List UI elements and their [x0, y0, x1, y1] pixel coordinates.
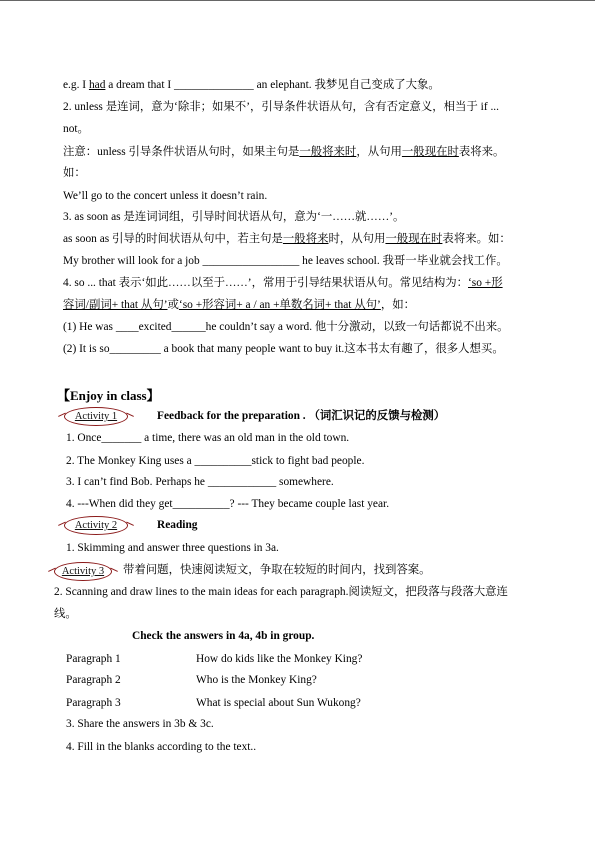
- activity-3-badge: Activity 3: [54, 562, 112, 581]
- activity-1-item-1: 1. Once_______ a time, there was an old man in the old town.: [66, 432, 350, 444]
- as-soon-as-definition: 3. as soon as 是连词词组，引导时间状语从句，意为‘一……就……’。: [63, 211, 405, 223]
- as-soon-as-note: as soon as 引导的时间状语从句中，若主句是一般将来时，从句用一般现在时表将来。如：: [63, 233, 511, 245]
- activity-1-badge: Activity 1: [64, 407, 128, 426]
- example-label: 如：: [63, 167, 86, 179]
- so-that-example-2: (2) It is so_________ a book that many people want to buy it.这本书太有趣了，很多人想买。: [63, 343, 504, 355]
- paragraph-1-idea: How do kids like the Monkey King?: [196, 653, 363, 665]
- paragraph-1-label: Paragraph 1: [66, 653, 121, 665]
- scanning-instruction: 2. Scanning and draw lines to the main ideas for each paragraph.阅读短文，把段落与段落大意连: [54, 586, 508, 598]
- activity-1-item-4: 4. ---When did they get__________? --- They became couple last year.: [66, 498, 390, 510]
- so-that-definition: 4. so ... that 表示‘如此……以至于……’，常用于引导结果状语从句。常见结构为：‘so +形: [63, 277, 503, 289]
- activity-1-item-2: 2. The Monkey King uses a __________stick to fight bad people.: [66, 455, 365, 467]
- paragraph-3-label: Paragraph 3: [66, 697, 121, 709]
- paragraph-2-idea: Who is the Monkey King?: [196, 674, 317, 686]
- activity-1-title: Feedback for the preparation . （词汇识记的反馈与检测）: [157, 410, 446, 422]
- check-answers: Check the answers in 4a, 4b in group.: [132, 630, 315, 642]
- header-rule: [0, 0, 595, 1]
- section-heading: 【Enjoy in class】: [57, 388, 160, 403]
- unless-definition: 2. unless 是连词，意为‘除非；如果不’，引导条件状语从句，含有否定意义，相当于 if ...: [63, 101, 499, 113]
- as-soon-as-example: My brother will look for a job _________________ he leaves school. 我哥一毕业就会找工作。: [63, 255, 508, 267]
- activity-1-item-3: 3. I can’t find Bob. Perhaps he ____________ somewhere.: [66, 476, 334, 488]
- example-line-had: e.g. I had a dream that I ______________ an elephant. 我梦见自己变成了大象。: [63, 79, 440, 91]
- activity-2-item-1: 1. Skimming and answer three questions in 3a.: [66, 542, 279, 554]
- scanning-instruction-cont: 线。: [54, 608, 77, 620]
- paragraph-3-idea: What is special about Sun Wukong?: [196, 697, 361, 709]
- unless-definition-cont: not。: [63, 123, 89, 135]
- share-answers: 3. Share the answers in 3b & 3c.: [66, 718, 214, 730]
- activity-2-badge: Activity 2: [64, 516, 128, 535]
- activity-3-instruction: 带着问题，快速阅读短文，争取在较短的时间内，找到答案。: [123, 564, 431, 576]
- paragraph-2-label: Paragraph 2: [66, 674, 121, 686]
- so-that-structure: 容词/副词+ that 从句’或‘so +形容词+ a / an +单数名词+ that 从句’，如：: [63, 299, 416, 311]
- fill-blanks: 4. Fill in the blanks according to the text..: [66, 741, 257, 753]
- unless-example: We’ll go to the concert unless it doesn’t rain.: [63, 190, 268, 202]
- unless-note: 注意：unless 引导条件状语从句时，如果主句是一般将来时，从句用一般现在时表将来。: [63, 146, 505, 158]
- activity-2-title: Reading: [157, 519, 198, 531]
- so-that-example-1: (1) He was ____excited______he couldn’t say a word. 他十分激动，以致一句话都说不出来。: [63, 321, 509, 333]
